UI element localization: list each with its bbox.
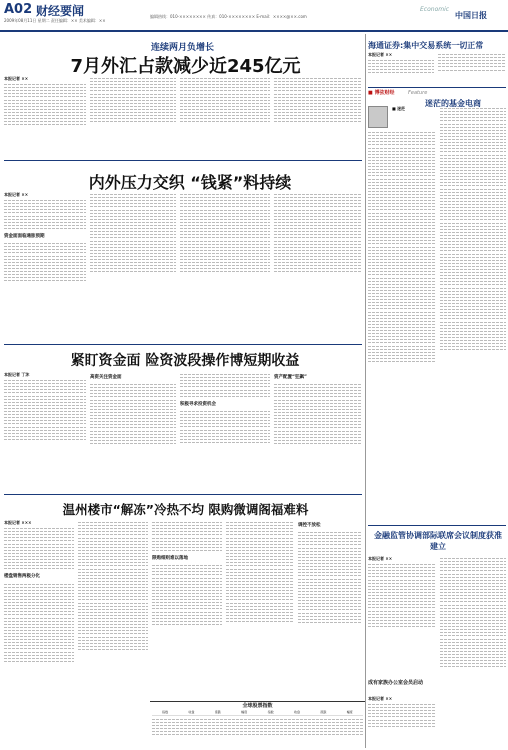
divider — [368, 525, 506, 526]
column-tag: ■ 博弦财经 — [368, 90, 395, 96]
story4-col-5 — [298, 520, 362, 698]
story3-col-3 — [180, 372, 270, 492]
lead-col-1 — [4, 76, 86, 156]
lead-kicker: 连续两月负增长 — [150, 43, 214, 53]
story2-headline: 内外压力交织 “钱紧”料持续 — [88, 173, 292, 192]
divider — [4, 494, 362, 495]
market-table-title: 全球股票指数 — [242, 703, 273, 709]
story3-subhead-2: 积极寻求投资机会 — [180, 401, 216, 407]
family-office-col — [368, 696, 436, 746]
story4-subhead-2: 限购细则难以落地 — [152, 556, 188, 562]
column-byline-wrap — [392, 106, 432, 116]
story2-byline: 本报记者 ×× — [4, 192, 29, 197]
right-top-headline: 海通证券:集中交易系统一切正常 — [368, 41, 484, 50]
lead-col-2 — [90, 76, 176, 156]
table-header: 幅度 — [337, 710, 363, 716]
lead-byline: 本报记者 ×× — [4, 76, 29, 81]
story3-col-1 — [4, 372, 86, 492]
table-header: 幅度 — [231, 710, 257, 716]
lead-col-3 — [180, 76, 270, 156]
column-tag-english: Feature — [408, 90, 428, 96]
story2-col-1 — [4, 192, 86, 342]
story3-col-2 — [90, 372, 176, 492]
family-office-byline: 本报记者 ×× — [368, 696, 393, 701]
columnist-photo — [368, 106, 388, 128]
market-table-header — [150, 709, 365, 717]
right-top-byline: 本报记者 ×× — [368, 52, 393, 57]
lead-body — [4, 82, 86, 127]
story2-subhead: 资金面面临通胀预期 — [4, 234, 45, 240]
story3-headline: 紧盯资金面 险资波段操作博短期收益 — [70, 353, 300, 369]
regulation-byline: 本报记者 ×× — [368, 556, 393, 561]
masthead — [0, 0, 508, 32]
masthead-contact: 编辑热线：010-×××××××× 传真：010-×××××××× E-mail：××××@××.com — [150, 14, 307, 19]
brand-english: Economic — [420, 6, 450, 13]
story4-col-4 — [226, 520, 294, 698]
table-header: 收盘 — [284, 710, 310, 716]
lead-headline: 7月外汇占款减少近245亿元 — [70, 56, 301, 77]
table-header: 涨跌 — [205, 710, 231, 716]
story4-col-1 — [4, 520, 74, 746]
column-byline: ■ 迷茫 — [392, 106, 406, 111]
regulation-col-2 — [440, 556, 506, 746]
divider — [4, 160, 362, 161]
market-table — [150, 701, 365, 746]
divider — [368, 87, 506, 88]
story2-col-2 — [90, 192, 176, 342]
story4-col-3 — [152, 520, 222, 698]
story4-col-2 — [78, 520, 148, 746]
section-name: 财经要闻 — [36, 4, 85, 18]
regulation-headline: 金融监管协调部际联席会议制度获准建立 — [374, 531, 502, 551]
column-divider — [365, 34, 366, 748]
story2-col-3 — [180, 192, 270, 342]
column-body-2 — [440, 106, 506, 522]
story4-byline: 本报记者 ××× — [4, 520, 32, 525]
story3-byline: 本报记者 丁沐 — [4, 372, 30, 377]
table-header: 涨跌 — [310, 710, 336, 716]
table-header: 收盘 — [178, 710, 204, 716]
table-header: 指数 — [152, 710, 178, 716]
section-code: A02 — [4, 2, 33, 17]
right-top-col-2 — [438, 52, 506, 86]
story3-subhead-3: 资产配置“狂飙” — [274, 375, 307, 380]
story4-headline: 温州楼市“解冻”冷热不均 限购微调阁福难料 — [62, 502, 309, 517]
regulation-col-1 — [368, 556, 436, 676]
story3-subhead-1: 高资关注资金面 — [90, 375, 122, 380]
column-body-1 — [368, 130, 436, 522]
right-top-col-1 — [368, 52, 434, 86]
story4-subhead-3: 调控不放松 — [298, 523, 321, 528]
column-headline: 迷茫的基金电商 — [425, 99, 481, 108]
table-header: 指数 — [258, 710, 284, 716]
family-office-headline: 成有家族办公室会员启动 — [368, 680, 424, 686]
masthead-meta: 2009年08月11日 星期二 责任编辑：×× 美术编辑：×× — [4, 18, 106, 23]
divider — [4, 344, 362, 345]
brand-logo: 中国日报 — [455, 10, 487, 20]
lead-col-4 — [274, 76, 362, 156]
story3-col-4 — [274, 372, 362, 492]
story2-col-4 — [274, 192, 362, 342]
story4-subhead-1: 楼盘销售两极分化 — [4, 574, 40, 580]
